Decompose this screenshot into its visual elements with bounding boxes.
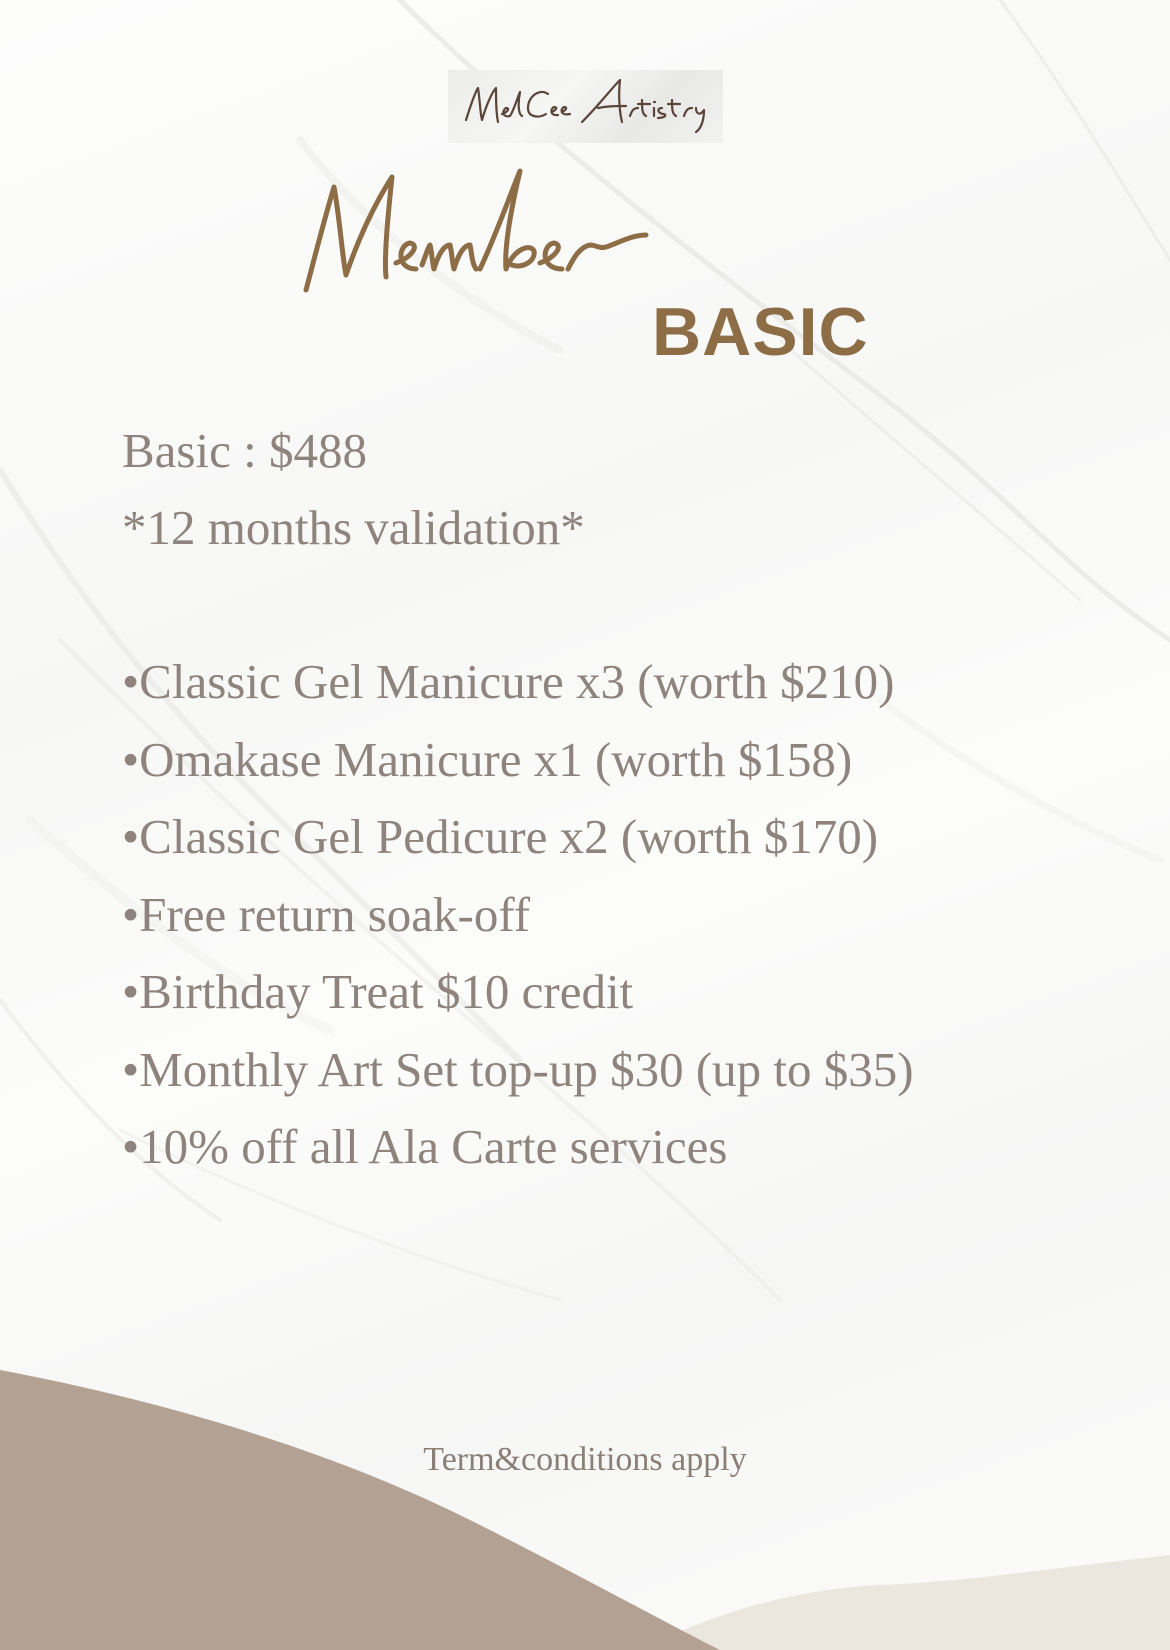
validity-line: *12 months validation* <box>122 500 585 555</box>
list-item: •Omakase Manicure x1 (worth $158) <box>122 731 853 787</box>
list-item: •Free return soak-off <box>122 886 531 942</box>
list-item: •10% off all Ala Carte services <box>122 1119 728 1174</box>
plan-tier-title: BASIC <box>652 294 869 370</box>
list-item: •Monthly Art Set top-up $30 (up to $35) <box>122 1041 914 1097</box>
price-line: Basic : $488 <box>122 423 367 478</box>
list-item: •Birthday Treat $10 credit <box>122 964 634 1019</box>
list-item: •Classic Gel Pedicure x2 (worth $170) <box>122 809 879 864</box>
price-section <box>122 412 585 566</box>
benefits-list <box>122 643 914 1186</box>
brand-logo <box>448 70 723 143</box>
bottom-wave-decoration <box>0 1370 1170 1650</box>
terms-note: Term&conditions apply <box>423 1441 747 1478</box>
list-item: •Classic Gel Manicure x3 (worth $210) <box>122 654 895 709</box>
member-script-title <box>300 165 680 305</box>
